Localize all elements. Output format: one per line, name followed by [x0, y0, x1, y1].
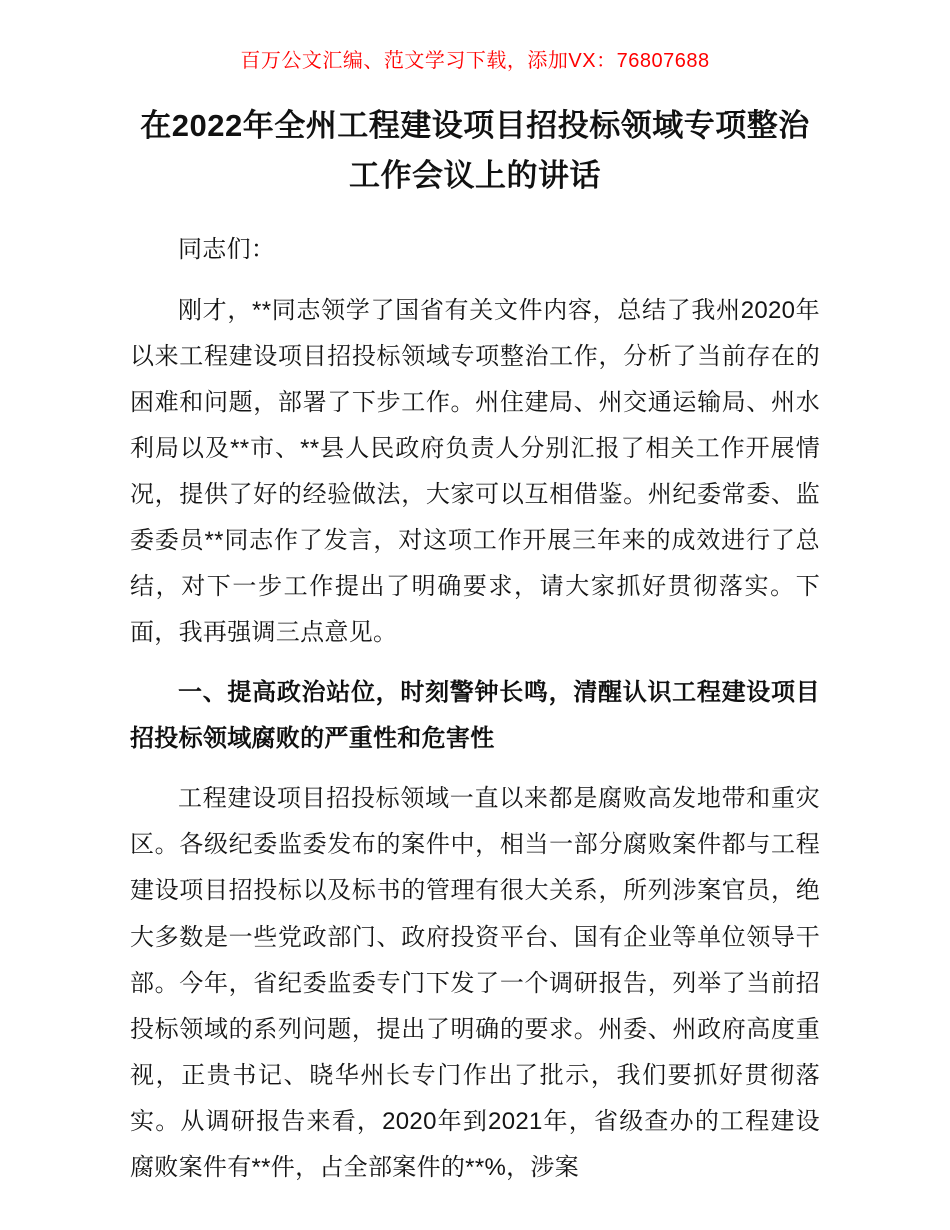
section-heading-1: 一、提高政治站位，时刻警钟长鸣，清醒认识工程建设项目招投标领域腐败的严重性和危害性 [130, 679, 820, 753]
paragraph-section-1-body: 工程建设项目招投标领域一直以来都是腐败高发地带和重灾区。各级纪委监委发布的案件中，相当一部分腐败案件都与工程建设项目招投标以及标书的管理有很大关系，所列涉案官员，绝大多数是一些党政部门、政府投资平台、国有企业等单位领导干部。今年，省纪委监委专门下发了一个调研报告，列举了当前招投标领域的系列问题，提出了明确的要求。州委、州政府高度重视，正贵书记、晓华州长专门作出了批示，我们要抓好贯彻落实。从调研报告来看，2020年到2021年，省级查办的工程建设腐败案件有**件，占全部案件的**%，涉案 [130, 785, 820, 1181]
header-notice: 百万公文汇编、范文学习下载，添加VX：76807688 [240, 50, 710, 72]
document-title: 在2022年全州工程建设项目招投标领域专项整治工作会议上的讲话 [140, 108, 810, 194]
document-body [130, 227, 820, 1191]
paragraph-intro: 刚才，**同志领学了国省有关文件内容，总结了我州2020年以来工程建设项目招投标领域专项整治工作，分析了当前存在的困难和问题，部署了下步工作。州住建局、州交通运输局、州水利局以及**市、**县人民政府负责人分别汇报了相关工作开展情况，提供了好的经验做法，大家可以互相借鉴。州纪委常委、监委委员**同志作了发言，对这项工作开展三年来的成效进行了总结，对下一步工作提出了明确要求，请大家抓好贯彻落实。下面，我再强调三点意见。 [130, 296, 820, 647]
paragraph-salutation: 同志们： [178, 236, 276, 264]
